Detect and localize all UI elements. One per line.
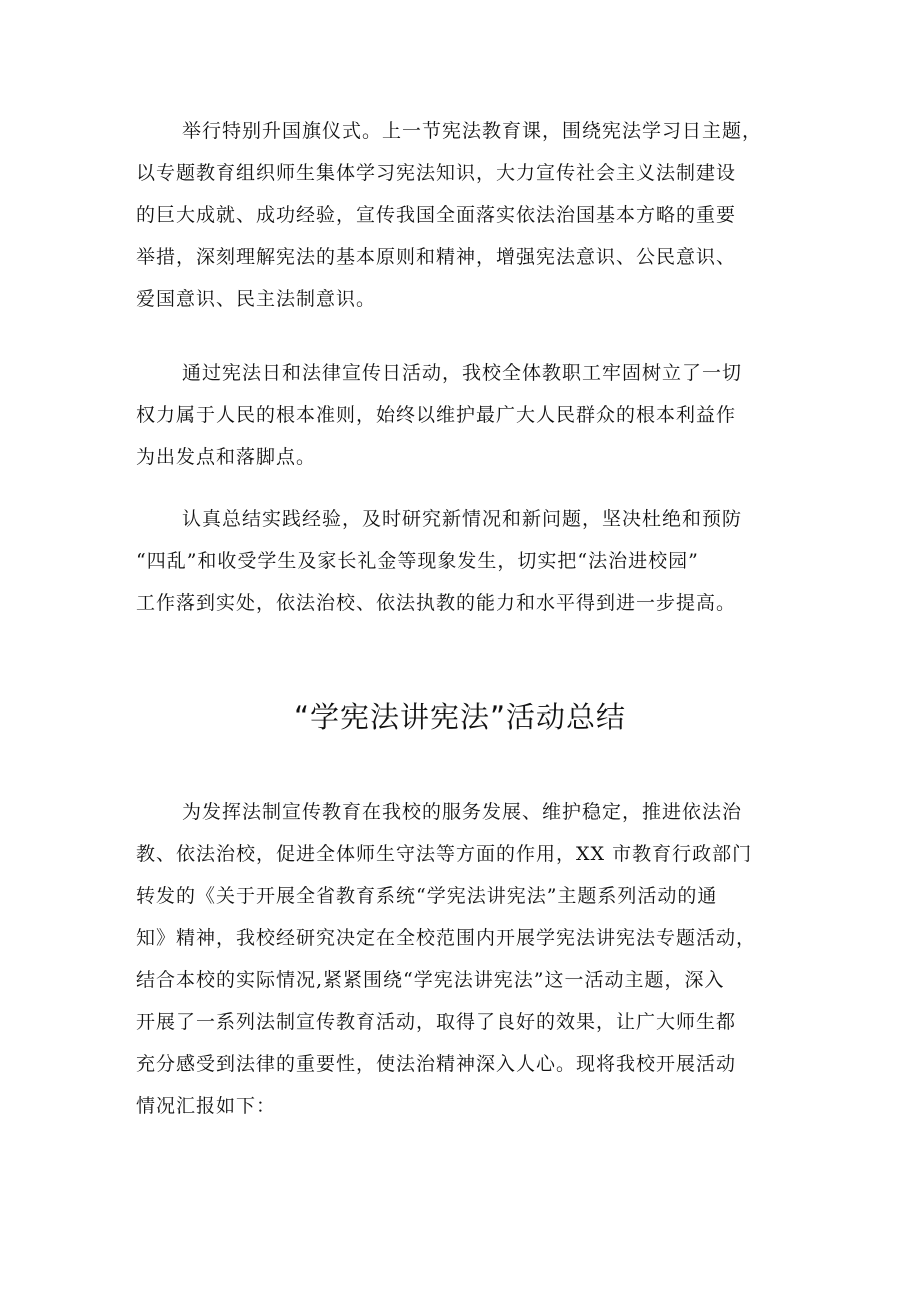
paragraph-line: 以专题教育组织师生集体学习宪法知识，大力宣传社会主义法制建设	[136, 162, 737, 184]
paragraph-line: 的巨大成就、成功经验，宣传我国全面落实依法治国基本方略的重要	[136, 204, 737, 226]
paragraph-line: 举措，深刻理解宪法的基本原则和精神，增强宪法意识、公民意识、	[136, 246, 737, 268]
paragraph-line: 为发挥法制宣传教育在我校的服务发展、维护稳定，推进依法治	[182, 801, 743, 823]
paragraph-line: 知》精神，我校经研究决定在全校范围内开展学宪法讲宪法专题活动，	[136, 927, 757, 949]
paragraph-line: 情况汇报如下：	[136, 1095, 277, 1117]
paragraph-line: 爱国意识、民主法制意识。	[136, 288, 377, 310]
paragraph-line: 为出发点和落脚点。	[136, 446, 317, 468]
paragraph-line: “四乱”和收受学生及家长礼金等现象发生，切实把“法治进校园”	[136, 550, 699, 572]
paragraph-summary-experience	[136, 498, 802, 624]
paragraph-line: 结合本校的实际情况,紧紧围绕“学宪法讲宪法”这一活动主题，深入	[136, 969, 725, 991]
paragraph-line: 通过宪法日和法律宣传日活动，我校全体教职工牢固树立了一切	[182, 362, 743, 384]
paragraph-line: 教、依法治校，促进全体师生守法等方面的作用，XX 市教育行政部门	[136, 843, 753, 865]
paragraph-intro	[136, 791, 802, 1127]
paragraph-line: 工作落到实处，依法治校、依法执教的能力和水平得到进一步提高。	[136, 592, 737, 614]
paragraph-line: 转发的《关于开展全省教育系统“学宪法讲宪法”主题系列活动的通	[136, 885, 718, 907]
section-title: “学宪法讲宪法”活动总结	[293, 700, 627, 734]
paragraph-flag-ceremony	[136, 110, 802, 320]
paragraph-line: 充分感受到法律的重要性，使法治精神深入人心。现将我校开展活动	[136, 1053, 737, 1075]
paragraph-line: 权力属于人民的根本准则，始终以维护最广大人民群众的根本利益作	[136, 404, 737, 426]
paragraph-constitution-day	[136, 352, 802, 478]
paragraph-line: 举行特别升国旗仪式。上一节宪法教育课，围绕宪法学习日主题，	[182, 120, 763, 142]
paragraph-line: 开展了一系列法制宣传教育活动，取得了良好的效果，让广大师生都	[136, 1011, 737, 1033]
paragraph-line: 认真总结实践经验，及时研究新情况和新问题，坚决杜绝和预防	[182, 508, 743, 530]
